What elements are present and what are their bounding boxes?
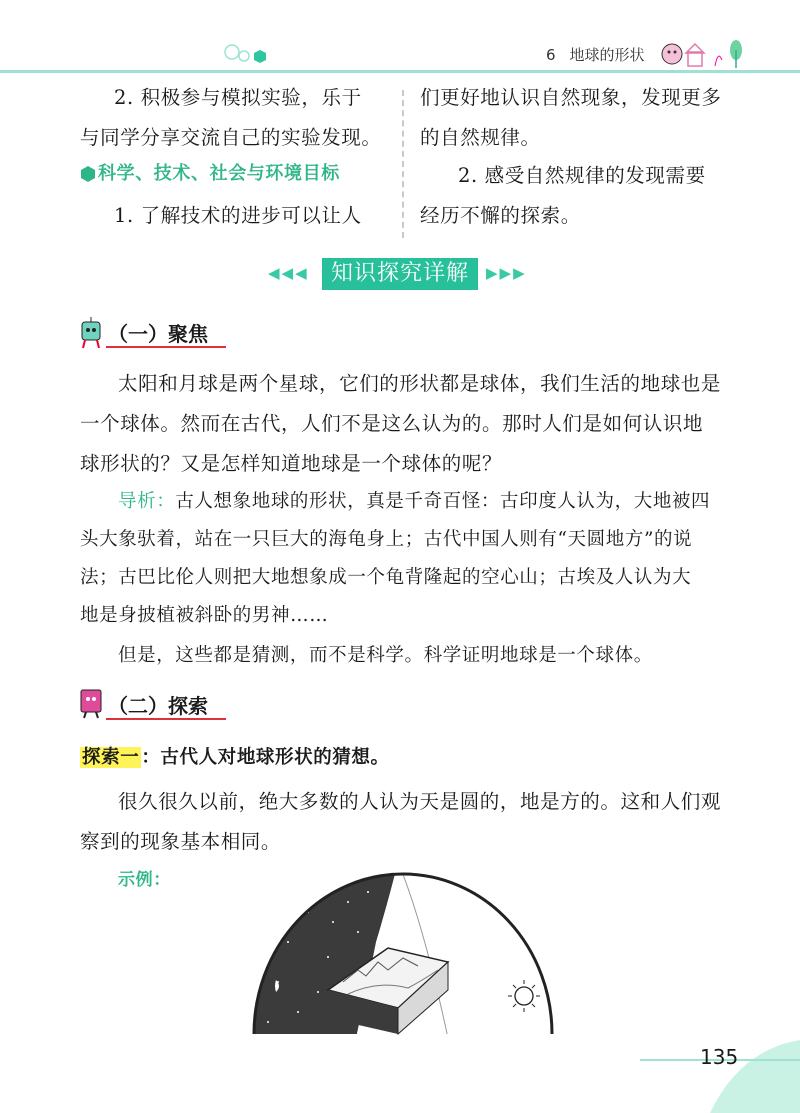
section-banner: 知识探究详解 [322,258,478,290]
hexagon-bullet-icon [78,164,98,184]
paragraph-line: 太阳和月球是两个星球，它们的形状都是球体，我们生活的地球也是 [118,372,722,395]
explore-label: 探索一 [82,747,140,768]
page-number: 135 [700,1045,739,1069]
goal-line: 的自然规律。 [420,126,541,149]
cartoon-decoration-icon [660,36,750,72]
guide-line: 地是身披植被斜卧的男神…… [80,605,329,626]
goal-line: 1. 了解技术的进步可以让人 [114,204,362,227]
goal-line: 2. 感受自然规律的发现需要 [458,164,706,187]
left-arrows-icon: ◀◀◀ [268,264,309,282]
footer-decoration [600,1030,800,1113]
chapter-name: 地球的形状 [569,46,645,64]
example-label: 示例： [118,870,171,890]
sky-dome-earth-illustration [248,862,558,1038]
heading-underline [106,346,226,348]
goal-line: 经历不懈的探索。 [420,204,581,227]
goal-line: 2. 积极参与模拟实验，乐于 [114,86,362,109]
section-heading-focus: （一）聚焦 [108,322,208,346]
column-divider [402,90,404,238]
conclusion-line: 但是，这些都是猜测，而不是科学。科学证明地球是一个球体。 [118,645,653,666]
paragraph-line: 一个球体。然而在古代，人们不是这么认为的。那时人们是如何认识地 [80,412,704,435]
paragraph-line: 很久很久以前，绝大多数的人认为天是圆的，地是方的。这和人们观 [118,790,722,813]
sts-heading: 科学、技术、社会与环境目标 [98,163,340,184]
bubbles-decoration [222,40,272,70]
right-arrows-icon: ▶▶▶ [486,264,527,282]
goal-line: 们更好地认识自然现象，发现更多 [420,86,722,109]
chapter-number: 6 [546,46,556,64]
paragraph-line: 察到的现象基本相同。 [80,830,282,853]
explore-heading: 探索一 ：古代人对地球形状的猜想。 [82,747,390,768]
guide-label: 导析： [118,491,176,512]
robot-mascot-icon [76,316,106,350]
guide-line: 法；古巴比伦人则把大地想象成一个龟背隆起的空心山；古埃及人认为大 [80,567,692,588]
heading-underline [106,718,226,720]
guide-line: 导析：古人想象地球的形状，真是千奇百怪：古印度人认为，大地被四 [118,491,711,512]
guide-line: 头大象驮着，站在一只巨大的海龟身上；古代中国人则有“天圆地方”的说 [80,529,693,550]
book-mascot-icon [76,686,106,720]
paragraph-line: 球形状的？又是怎样知道地球是一个球体的呢？ [80,452,503,475]
chapter-title [546,44,645,65]
section-heading-explore: （二）探索 [108,694,208,718]
goal-line: 与同学分享交流自己的实验发现。 [80,126,382,149]
